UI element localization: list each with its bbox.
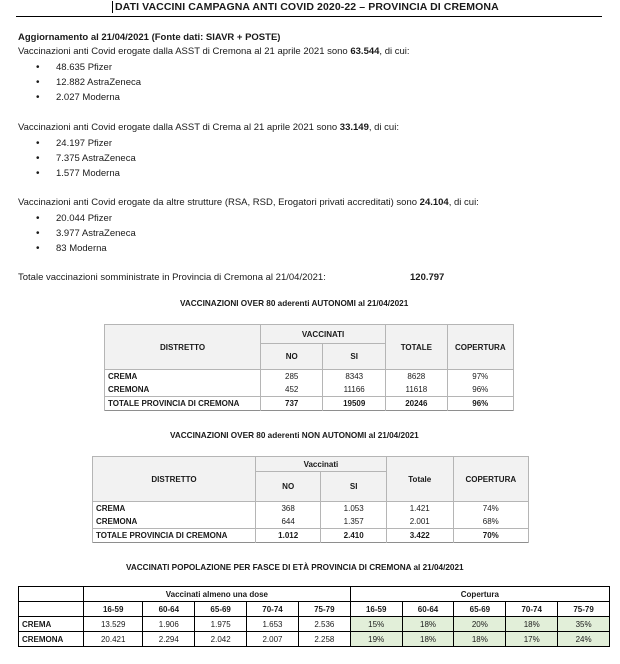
- total-vaccinations-value: 120.797: [410, 272, 445, 283]
- coverage-cell: 18%: [402, 632, 454, 647]
- col-no: NO: [255, 472, 321, 502]
- table-row: [93, 515, 529, 529]
- cell: 2.258: [298, 632, 350, 647]
- group-copertura: Copertura: [350, 587, 609, 602]
- cell: 1.653: [247, 617, 299, 632]
- cell: 68%: [453, 515, 528, 529]
- total-row: [93, 529, 529, 543]
- corner-cell: [19, 602, 84, 617]
- table-row: [19, 632, 610, 647]
- row-label: CREMONA: [93, 515, 256, 529]
- row-label: CREMONA: [19, 632, 84, 647]
- cell: 8628: [386, 370, 447, 384]
- cell: 644: [255, 515, 321, 529]
- section-2-text: Vaccinazioni anti Covid erogate dalla ASST di Crema al 21 aprile 2021 sono 33.149, di cui:: [18, 122, 399, 133]
- col-copertura: COPERTURA: [447, 325, 513, 370]
- cell: 19509: [323, 397, 386, 411]
- update-line: Aggiornamento al 21/04/2021 (Fonte dati: SIAVR + POSTE): [18, 32, 281, 43]
- section-1-text: Vaccinazioni anti Covid erogate dalla ASST di Cremona al 21 aprile 2021 sono 63.544, di cui:: [18, 46, 410, 57]
- age-band: 16-59: [84, 602, 143, 617]
- coverage-cell: 18%: [454, 632, 506, 647]
- cell: 13.529: [84, 617, 143, 632]
- age-band: 65-69: [454, 602, 506, 617]
- cell: 2.294: [143, 632, 195, 647]
- row-label: CREMA: [19, 617, 84, 632]
- coverage-cell: 18%: [402, 617, 454, 632]
- over80-autonomi-table: [104, 324, 514, 411]
- cell: 97%: [447, 370, 513, 384]
- section-2-total: 33.149: [339, 122, 369, 133]
- cell: 3.422: [386, 529, 453, 543]
- table-row: [105, 383, 514, 397]
- group-vaccinati: Vaccinati almeno una dose: [84, 587, 351, 602]
- col-si: SI: [321, 472, 387, 502]
- col-distretto: DISTRETTO: [93, 457, 256, 502]
- age-band: 65-69: [195, 602, 247, 617]
- section-3-text: Vaccinazioni anti Covid erogate da altre strutture (RSA, RSD, Erogatori privati accreditati) sono 24.104, di cui:: [18, 197, 479, 208]
- col-totale: Totale: [386, 457, 453, 502]
- section-3-list: [36, 211, 136, 256]
- cell: 1.975: [195, 617, 247, 632]
- cell: 1.357: [321, 515, 387, 529]
- cell: 2.001: [386, 515, 453, 529]
- age-band: 70-74: [247, 602, 299, 617]
- total-vaccinations-label: Totale vaccinazioni somministrate in Provincia di Cremona al 21/04/2021:: [18, 272, 326, 283]
- age-band: 75-79: [298, 602, 350, 617]
- over80-non-autonomi-table: [92, 456, 529, 543]
- cell: 2.042: [195, 632, 247, 647]
- cell: 368: [255, 502, 321, 516]
- cell: 2.410: [321, 529, 387, 543]
- cell: 1.012: [255, 529, 321, 543]
- cell: 285: [261, 370, 323, 384]
- cell: 2.007: [247, 632, 299, 647]
- section-2-list: [36, 136, 136, 181]
- row-label: CREMA: [105, 370, 261, 384]
- cell: 96%: [447, 383, 513, 397]
- list-item: • 20.044 Pfizer: [36, 211, 136, 226]
- age-band: 16-59: [350, 602, 402, 617]
- cell: 1.421: [386, 502, 453, 516]
- cell: 20246: [386, 397, 447, 411]
- list-item: • 1.577 Moderna: [36, 166, 136, 181]
- col-distretto: DISTRETTO: [105, 325, 261, 370]
- cell: 1.053: [321, 502, 387, 516]
- list-item: • 2.027 Moderna: [36, 90, 141, 105]
- row-label: CREMONA: [105, 383, 261, 397]
- cell: 70%: [453, 529, 528, 543]
- total-row: [105, 397, 514, 411]
- cell: 11618: [386, 383, 447, 397]
- col-copertura: COPERTURA: [453, 457, 528, 502]
- col-vaccinati: Vaccinati: [255, 457, 386, 472]
- row-label: CREMA: [93, 502, 256, 516]
- list-item: • 24.197 Pfizer: [36, 136, 136, 151]
- title-rule: [16, 16, 602, 17]
- row-label: TOTALE PROVINCIA DI CREMONA: [93, 529, 256, 543]
- list-item: • 7.375 AstraZeneca: [36, 151, 136, 166]
- age-band: 60-64: [143, 602, 195, 617]
- coverage-cell: 19%: [350, 632, 402, 647]
- cell: 2.536: [298, 617, 350, 632]
- col-totale: TOTALE: [386, 325, 447, 370]
- list-item: • 12.882 AstraZeneca: [36, 75, 141, 90]
- coverage-cell: 24%: [558, 632, 610, 647]
- table1-caption: VACCINAZIONI OVER 80 aderenti AUTONOMI al 21/04/2021: [180, 299, 409, 308]
- col-si: SI: [323, 344, 386, 370]
- table-row: [93, 502, 529, 516]
- table-row: [19, 617, 610, 632]
- coverage-cell: 18%: [506, 617, 558, 632]
- list-item: • 3.977 AstraZeneca: [36, 226, 136, 241]
- col-vaccinati: VACCINATI: [261, 325, 386, 344]
- col-no: NO: [261, 344, 323, 370]
- cell: 11166: [323, 383, 386, 397]
- table3-caption: VACCINATI POPOLAZIONE PER FASCE DI ETÀ PROVINCIA DI CREMONA al 21/04/2021: [126, 563, 464, 572]
- row-label: TOTALE PROVINCIA DI CREMONA: [105, 397, 261, 411]
- coverage-cell: 20%: [454, 617, 506, 632]
- table-row: [105, 370, 514, 384]
- corner-cell: [19, 587, 84, 602]
- cell: 737: [261, 397, 323, 411]
- section-1-list: [36, 60, 141, 105]
- age-band: 75-79: [558, 602, 610, 617]
- coverage-cell: 35%: [558, 617, 610, 632]
- cell: 8343: [323, 370, 386, 384]
- section-3-total: 24.104: [419, 197, 449, 208]
- cell: 96%: [447, 397, 513, 411]
- coverage-cell: 17%: [506, 632, 558, 647]
- cell: 452: [261, 383, 323, 397]
- page-title: DATI VACCINI CAMPAGNA ANTI COVID 2020-22 – PROVINCIA DI CREMONA: [112, 1, 499, 13]
- cell: 1.906: [143, 617, 195, 632]
- section-1-total: 63.544: [350, 46, 380, 57]
- table2-caption: VACCINAZIONI OVER 80 aderenti NON AUTONOMI al 21/04/2021: [170, 431, 419, 440]
- list-item: • 48.635 Pfizer: [36, 60, 141, 75]
- fasce-eta-table: [18, 586, 610, 647]
- cell: 20.421: [84, 632, 143, 647]
- age-band: 70-74: [506, 602, 558, 617]
- list-item: • 83 Moderna: [36, 241, 136, 256]
- age-band: 60-64: [402, 602, 454, 617]
- coverage-cell: 15%: [350, 617, 402, 632]
- cell: 74%: [453, 502, 528, 516]
